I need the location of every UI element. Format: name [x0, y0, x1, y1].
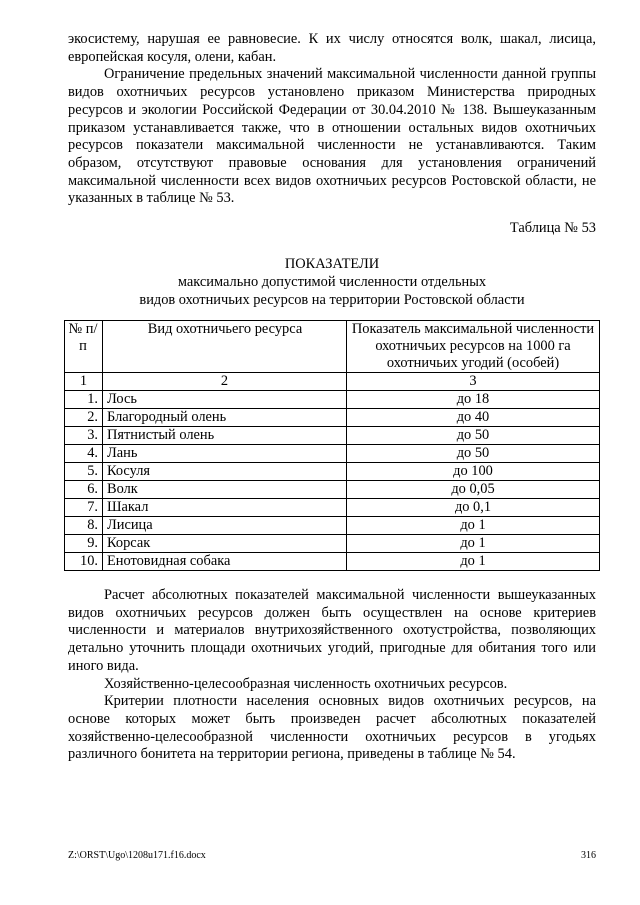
row-value: до 40	[347, 409, 600, 427]
row-num: 9.	[65, 535, 103, 553]
row-value: до 50	[347, 445, 600, 463]
footer-file-path: Z:\ORST\Ugo\1208u171.f16.docx	[68, 850, 206, 861]
index-cell-2: 2	[103, 373, 347, 391]
row-value: до 50	[347, 427, 600, 445]
table-row	[65, 409, 600, 427]
row-num: 7.	[65, 499, 103, 517]
row-value: до 0,1	[347, 499, 600, 517]
row-species: Благородный олень	[103, 409, 347, 427]
table-title	[68, 255, 596, 309]
row-num: 10.	[65, 553, 103, 571]
row-num: 8.	[65, 517, 103, 535]
index-cell-3: 3	[347, 373, 600, 391]
row-species: Лось	[103, 391, 347, 409]
table-row	[65, 553, 600, 571]
row-species: Лань	[103, 445, 347, 463]
row-value: до 1	[347, 553, 600, 571]
index-cell-1: 1	[65, 373, 103, 391]
paragraph-criteria: Критерии плотности населения основных видов охотничьих ресурсов, на основе которых может быть произведен расчет абсолютных показателей хозяйственно-целесообразной численности охотничьих ресурсов в угодьях различного бонитета на территории региона, приведены в таблице № 54.	[68, 693, 596, 763]
row-species: Пятнистый олень	[103, 427, 347, 445]
table-row	[65, 535, 600, 553]
table-row	[65, 517, 600, 535]
row-num: 6.	[65, 481, 103, 499]
table-title-line2: видов охотничьих ресурсов на территории Ростовской области	[139, 292, 525, 309]
table-index-row	[65, 373, 600, 391]
header-value: Показатель максимальной численности охотничьих ресурсов на 1000 га охотничьих угодий (особей)	[347, 321, 600, 373]
bottom-text	[68, 587, 596, 764]
row-num: 5.	[65, 463, 103, 481]
table-caption: Таблица № 53	[509, 220, 596, 237]
row-value: до 1	[347, 517, 600, 535]
row-num: 3.	[65, 427, 103, 445]
header-name: Вид охотничьего ресурса	[103, 321, 347, 373]
row-species: Шакал	[103, 499, 347, 517]
table-row	[65, 427, 600, 445]
row-num: 2.	[65, 409, 103, 427]
paragraph-calculation: Расчет абсолютных показателей максимальной численности вышеуказанных видов охотничьих ресурсов должен быть осуществлен на основе критериев численности и материалов внутрихозяйственного охотустройства, позволяющих детально уточнить площади охотничьих угодий, пригодные для обитания того или иного вида.	[68, 587, 596, 674]
table-row	[65, 481, 600, 499]
paragraph-limits: Ограничение предельных значений максимальной численности данной группы видов охотничьих ресурсов установлено приказом Министерства природных ресурсов и экологии Российской Федерации от 30.04.2010 № 138. Вышеуказанным приказом устанавливается также, что в отношении остальных видов охотничьих ресурсов показатели максимальной численности не устанавливаются. Таким образом, отсутствуют правовые основания для установления ограничений максимальной численности всех видов охотничьих ресурсов Ростовской области, не указанных в таблице № 53.	[68, 66, 596, 207]
row-species: Косуля	[103, 463, 347, 481]
table-body	[65, 391, 600, 571]
row-value: до 0,05	[347, 481, 600, 499]
row-value: до 18	[347, 391, 600, 409]
quota-table	[64, 320, 600, 571]
row-value: до 100	[347, 463, 600, 481]
table-row	[65, 391, 600, 409]
table-row	[65, 499, 600, 517]
row-species: Волк	[103, 481, 347, 499]
footer-page-number: 316	[581, 850, 596, 861]
row-species: Корсак	[103, 535, 347, 553]
table-title-main: ПОКАЗАТЕЛИ	[284, 256, 380, 273]
row-species: Лисица	[103, 517, 347, 535]
header-num: № п/п	[65, 321, 103, 373]
paragraph-continuation: экосистему, нарушая ее равновесие. К их числу относятся волк, шакал, лисица, европейская косуля, олени, кабан.	[68, 31, 596, 65]
row-species: Енотовидная собака	[103, 553, 347, 571]
row-num: 1.	[65, 391, 103, 409]
table-title-line1: максимально допустимой численности отдельных	[177, 274, 487, 291]
row-num: 4.	[65, 445, 103, 463]
table-header-row	[65, 321, 600, 373]
table-row	[65, 463, 600, 481]
paragraph-heading-economic: Хозяйственно-целесообразная численность охотничьих ресурсов.	[104, 675, 508, 692]
table-row	[65, 445, 600, 463]
document-page	[68, 31, 596, 764]
row-value: до 1	[347, 535, 600, 553]
